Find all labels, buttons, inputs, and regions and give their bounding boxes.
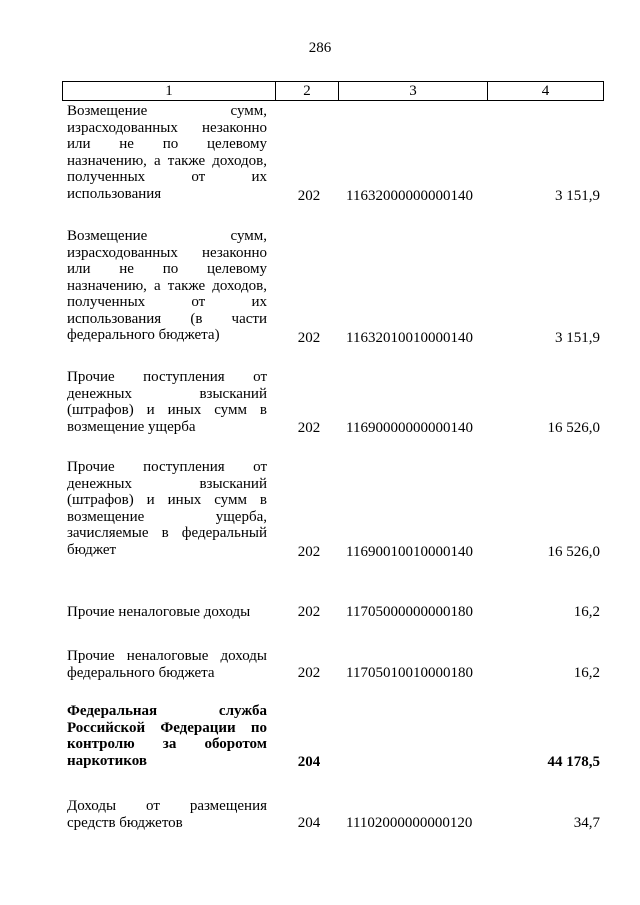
- desc-line: Прочие поступления от: [67, 459, 267, 475]
- desc-line: (штрафов) и иных сумм в: [67, 492, 267, 508]
- desc-line: или не по целевому: [67, 261, 267, 277]
- admin-code: 202: [297, 665, 321, 681]
- row-description: [67, 703, 267, 769]
- desc-line: (штрафов) и иных сумм в: [67, 402, 267, 418]
- header-col-1: 1: [63, 82, 276, 100]
- admin-code: 204: [297, 754, 321, 770]
- desc-line: Прочие неналоговые доходы: [67, 604, 251, 620]
- desc-line: израсходованных незаконно: [67, 119, 267, 136]
- revenue-code: 11632010010000140: [346, 330, 473, 346]
- desc-line: или не по целевому: [67, 136, 267, 152]
- page-number: 286: [308, 40, 332, 56]
- amount: 16 526,0: [547, 420, 600, 436]
- revenue-code: 11632000000000140: [346, 188, 473, 204]
- desc-line: Прочие неналоговые доходы: [67, 648, 267, 664]
- admin-code: 202: [297, 420, 321, 436]
- desc-line: федерального бюджета: [67, 664, 215, 681]
- header-col-2: 2: [276, 82, 339, 100]
- desc-line: Российской Федерации по: [67, 719, 267, 736]
- header-col-4: 4: [541, 82, 550, 99]
- row-description: [67, 604, 267, 621]
- desc-line: зачисляемые в федеральный: [67, 525, 267, 541]
- table-header: [62, 81, 604, 101]
- desc-line: денежных взысканий: [67, 475, 267, 492]
- desc-line: наркотиков: [67, 752, 147, 769]
- amount: 3 151,9: [555, 188, 600, 204]
- desc-line: Федеральная служба: [67, 703, 267, 719]
- revenue-code: 11705000000000180: [346, 604, 473, 620]
- admin-code: 202: [297, 544, 321, 560]
- desc-line: использования (в части: [67, 310, 267, 327]
- desc-line: полученных от их: [67, 294, 267, 310]
- amount: 16,2: [573, 604, 600, 620]
- desc-line: Прочие поступления от: [67, 369, 267, 385]
- desc-line: Возмещение сумм,: [67, 103, 267, 119]
- revenue-code: 11705010010000180: [346, 665, 473, 681]
- row-description: [67, 798, 267, 831]
- row-description: [67, 228, 267, 344]
- desc-line: Возмещение сумм,: [67, 228, 267, 244]
- row-description: [67, 648, 267, 681]
- admin-code: 202: [297, 330, 321, 346]
- header-col-3: 3: [339, 82, 488, 100]
- revenue-code: 11690010010000140: [346, 544, 473, 560]
- desc-line: назначению, а также доходов,: [67, 152, 267, 169]
- revenue-code: 11102000000000120: [346, 815, 473, 831]
- amount: 44 178,5: [547, 754, 600, 770]
- desc-line: денежных взысканий: [67, 385, 267, 402]
- amount: 3 151,9: [555, 330, 600, 346]
- desc-line: возмещение ущерба: [67, 418, 196, 435]
- desc-line: полученных от их: [67, 169, 267, 185]
- desc-line: израсходованных незаконно: [67, 244, 267, 261]
- desc-line: Доходы от размещения: [67, 798, 267, 814]
- amount: 34,7: [573, 815, 600, 831]
- desc-line: возмещение ущерба,: [67, 508, 267, 525]
- desc-line: средств бюджетов: [67, 814, 183, 831]
- row-description: [67, 369, 267, 435]
- admin-code: 202: [297, 188, 321, 204]
- row-description: [67, 459, 267, 558]
- desc-line: контролю за оборотом: [67, 736, 267, 752]
- amount: 16,2: [573, 665, 600, 681]
- admin-code: 202: [297, 604, 321, 620]
- amount: 16 526,0: [547, 544, 600, 560]
- row-description: [67, 103, 267, 202]
- desc-line: федерального бюджета): [67, 327, 220, 343]
- desc-line: бюджет: [67, 541, 117, 558]
- revenue-code: 11690000000000140: [346, 420, 473, 436]
- admin-code: 204: [297, 815, 321, 831]
- desc-line: использования: [67, 185, 162, 202]
- desc-line: назначению, а также доходов,: [67, 277, 267, 294]
